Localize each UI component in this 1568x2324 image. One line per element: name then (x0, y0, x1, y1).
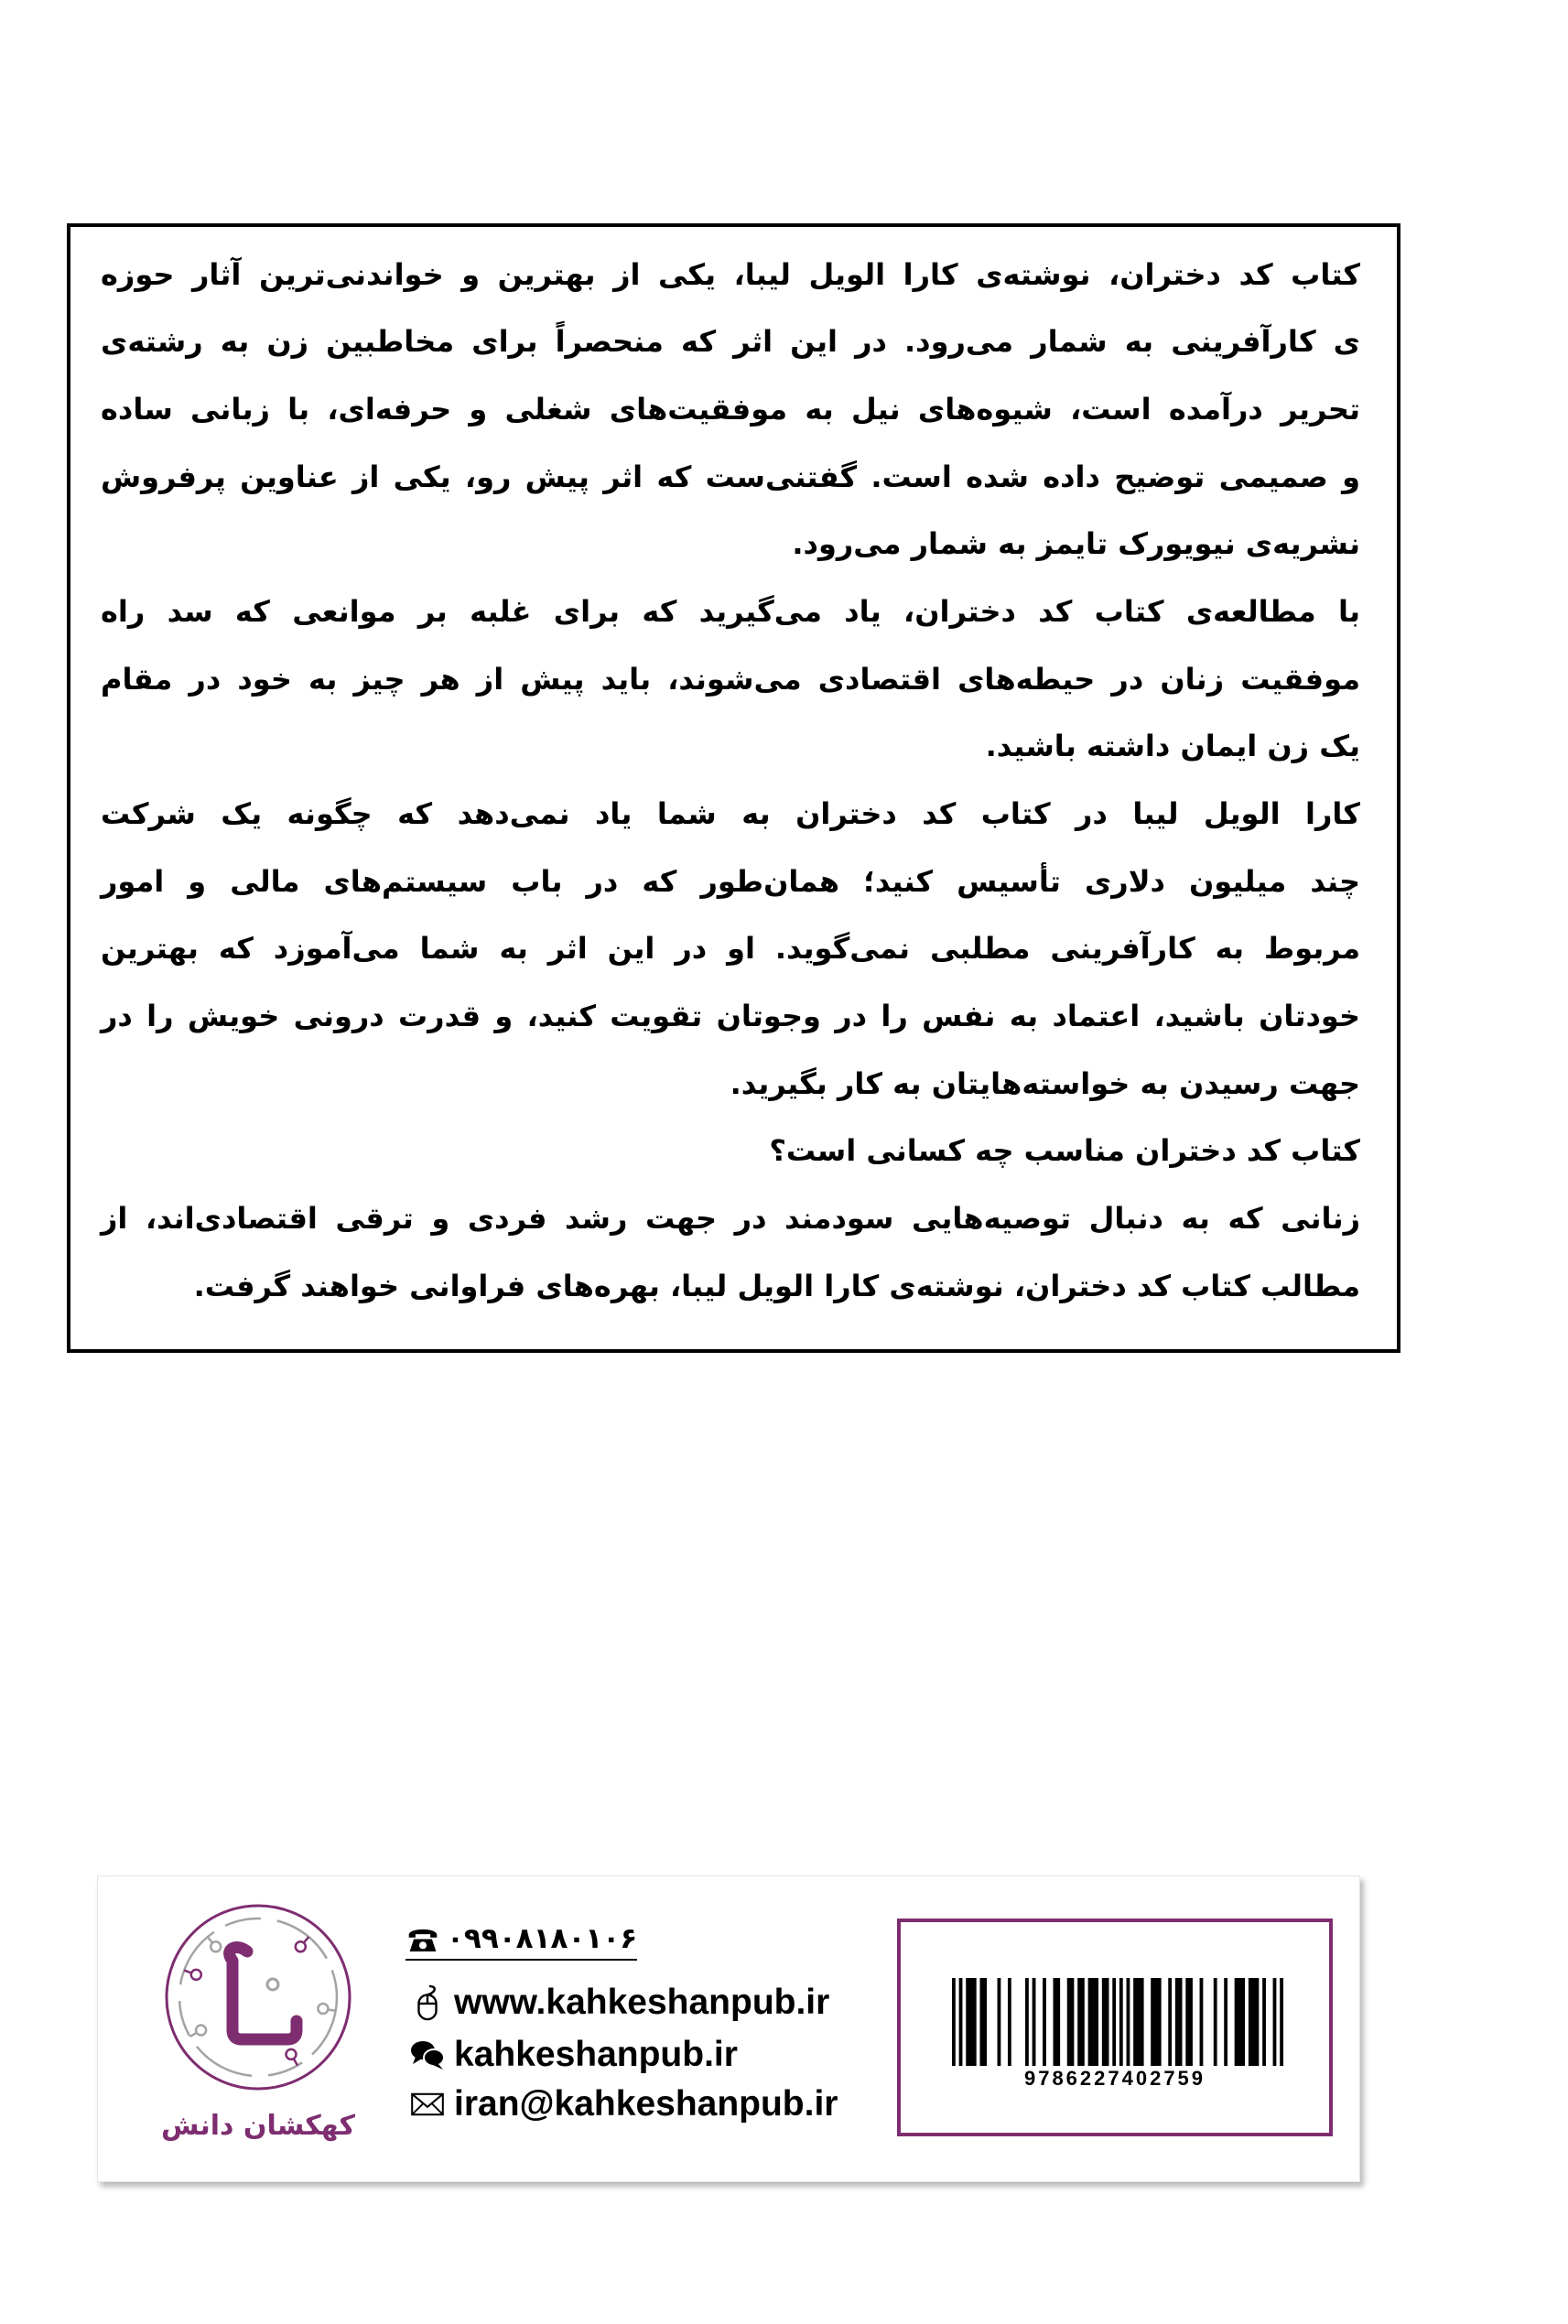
logo-outer-ring (167, 1906, 350, 2089)
logo-node (211, 1941, 221, 1951)
logo-node (318, 2004, 328, 2014)
barcode-bar (1280, 1978, 1283, 2066)
barcode-bar (1119, 1978, 1123, 2066)
barcode-bar (1168, 1978, 1172, 2066)
barcode-bar (1067, 1978, 1075, 2066)
barcode-bar (952, 1978, 956, 2066)
barcode-bar (1151, 1978, 1161, 2066)
text-line: چند میلیون دلاری تأسیس کنید؛ همان‌طور که در باب سیستم‌های مالی و امور (101, 863, 1360, 899)
publisher-panel (97, 1875, 1360, 2182)
social-handle: kahkeshanpub.ir (454, 2035, 738, 2074)
text-line: با مطالعه‌ی کتاب کد دختران، یاد می‌گیرید که برای غلبه بر موانعی که سد راه (101, 593, 1360, 629)
text-line: ی کارآفرینی به شمار می‌رود. در این اثر که منحصراً برای مخاطبین زن به رشته‌ی (101, 324, 1360, 360)
barcode-bar (1273, 1978, 1277, 2066)
barcode-bar (1127, 1978, 1130, 2066)
barcode-bar (1214, 1978, 1217, 2066)
logo-glyph (230, 1947, 297, 2039)
text-line: نشریه‌ی نیویورک تایمز به شمار می‌رود. (792, 526, 1360, 562)
text-line: کارا الویل لیبا در کتاب کد دختران به شما یاد نمی‌دهد که چگونه یک شرکت (101, 796, 1360, 831)
logo-accent-dot (267, 1979, 278, 1990)
phone-number: ۰۹۹۰۸۱۸۰۱۰۶ (447, 1922, 638, 1955)
chat-bubbles-icon (408, 2036, 447, 2074)
barcode-bar (1175, 1978, 1183, 2066)
barcode-bar (1077, 1978, 1085, 2066)
barcode-bar (1043, 1978, 1046, 2066)
text-line: موفقیت زنان در حیطه‌های اقتصادی می‌شوند، باید پیش از هر چیز به خود در مقام (101, 661, 1360, 697)
contact-phone (406, 1919, 637, 1961)
blurb-box (67, 223, 1400, 1353)
barcode-bar (998, 1978, 1001, 2066)
text-line: یک زن ایمان داشته باشید. (985, 729, 1360, 764)
barcode-bar (1088, 1978, 1098, 2066)
barcode-box (897, 1919, 1333, 2136)
website-url: www.kahkeshanpub.ir (454, 1983, 830, 2022)
text-line: زنانی که به دنبال توصیه‌هایی سودمند در جهت رشد فردی و ترقی اقتصادی‌اند، از (101, 1201, 1360, 1237)
logo-wordmark: کهکشان دانش (161, 2110, 355, 2142)
logo-inner-ring (179, 1919, 337, 2076)
phone-icon (406, 1919, 439, 1958)
audience-question (101, 1118, 1360, 1185)
contact-email (408, 2083, 838, 2125)
text-line: تحریر درآمده است، شیوه‌های نیل به موفقیت‌های شغلی و حرفه‌ای، با زبانی ساده (101, 391, 1360, 427)
barcode-bar (979, 1978, 987, 2066)
publisher-logo (157, 1897, 359, 2098)
barcode-bar (1112, 1978, 1116, 2066)
barcode-bar (1054, 1978, 1061, 2066)
logo-node (296, 1941, 306, 1951)
barcode-bar (1235, 1978, 1245, 2066)
barcode-bar (1025, 1978, 1029, 2066)
paragraph-author (101, 781, 1360, 1118)
barcode-bar (1102, 1978, 1109, 2066)
barcode-bar (1033, 1978, 1036, 2066)
text-line: مطالب کتاب کد دختران، نوشته‌ی کارا الویل لیبا، بهره‌های فراوانی خواهند گرفت. (193, 1268, 1360, 1303)
logo-node (287, 2049, 297, 2059)
text-line: کتاب کد دختران، نوشته‌ی کارا الویل لیبا، یکی از بهترین و خواندنی‌ترین آثار حوزه (101, 256, 1360, 292)
envelope-icon (408, 2085, 447, 2124)
text-line: مربوط به کارآفرینی مطلبی نمی‌گوید. او در این اثر به شما می‌آموزد که بهترین (101, 931, 1360, 967)
paragraph-intro (101, 242, 1360, 578)
barcode-bar (966, 1978, 976, 2066)
barcode (952, 1978, 1283, 2066)
barcode-bar (1249, 1978, 1259, 2066)
mouse-icon (408, 1984, 447, 2022)
text-line: خودتان باشید، اعتماد به نفس را در وجوتان تقویت کنید، و قدرت درونی خویش را در (101, 999, 1360, 1034)
text-line: کتاب کد دختران مناسب چه کسانی است؟ (769, 1133, 1360, 1169)
barcode-bar (1185, 1978, 1193, 2066)
contact-website (408, 1982, 829, 2024)
barcode-bar (1008, 1978, 1011, 2066)
logo-node (196, 2026, 206, 2036)
logo-node (191, 1970, 201, 1980)
barcode-bar (1200, 1978, 1204, 2066)
text-line: جهت رسیدن به خواسته‌هایتان به کار بگیرید. (730, 1065, 1360, 1101)
barcode-bar (1224, 1978, 1227, 2066)
paragraph-audience (101, 1185, 1360, 1320)
paragraph-learning (101, 578, 1360, 781)
email-address: iran@kahkeshanpub.ir (454, 2084, 838, 2124)
barcode-bar (959, 1978, 963, 2066)
text-line: و صمیمی توضیح داده شده است. گفتنی‌ست که اثر پیش رو، یکی از عناوین پرفروش (101, 459, 1360, 494)
isbn-number: 9786227402759 (1023, 2067, 1206, 2090)
barcode-bar (1262, 1978, 1266, 2066)
contact-social (408, 2034, 738, 2076)
barcode-bar (1133, 1978, 1143, 2066)
